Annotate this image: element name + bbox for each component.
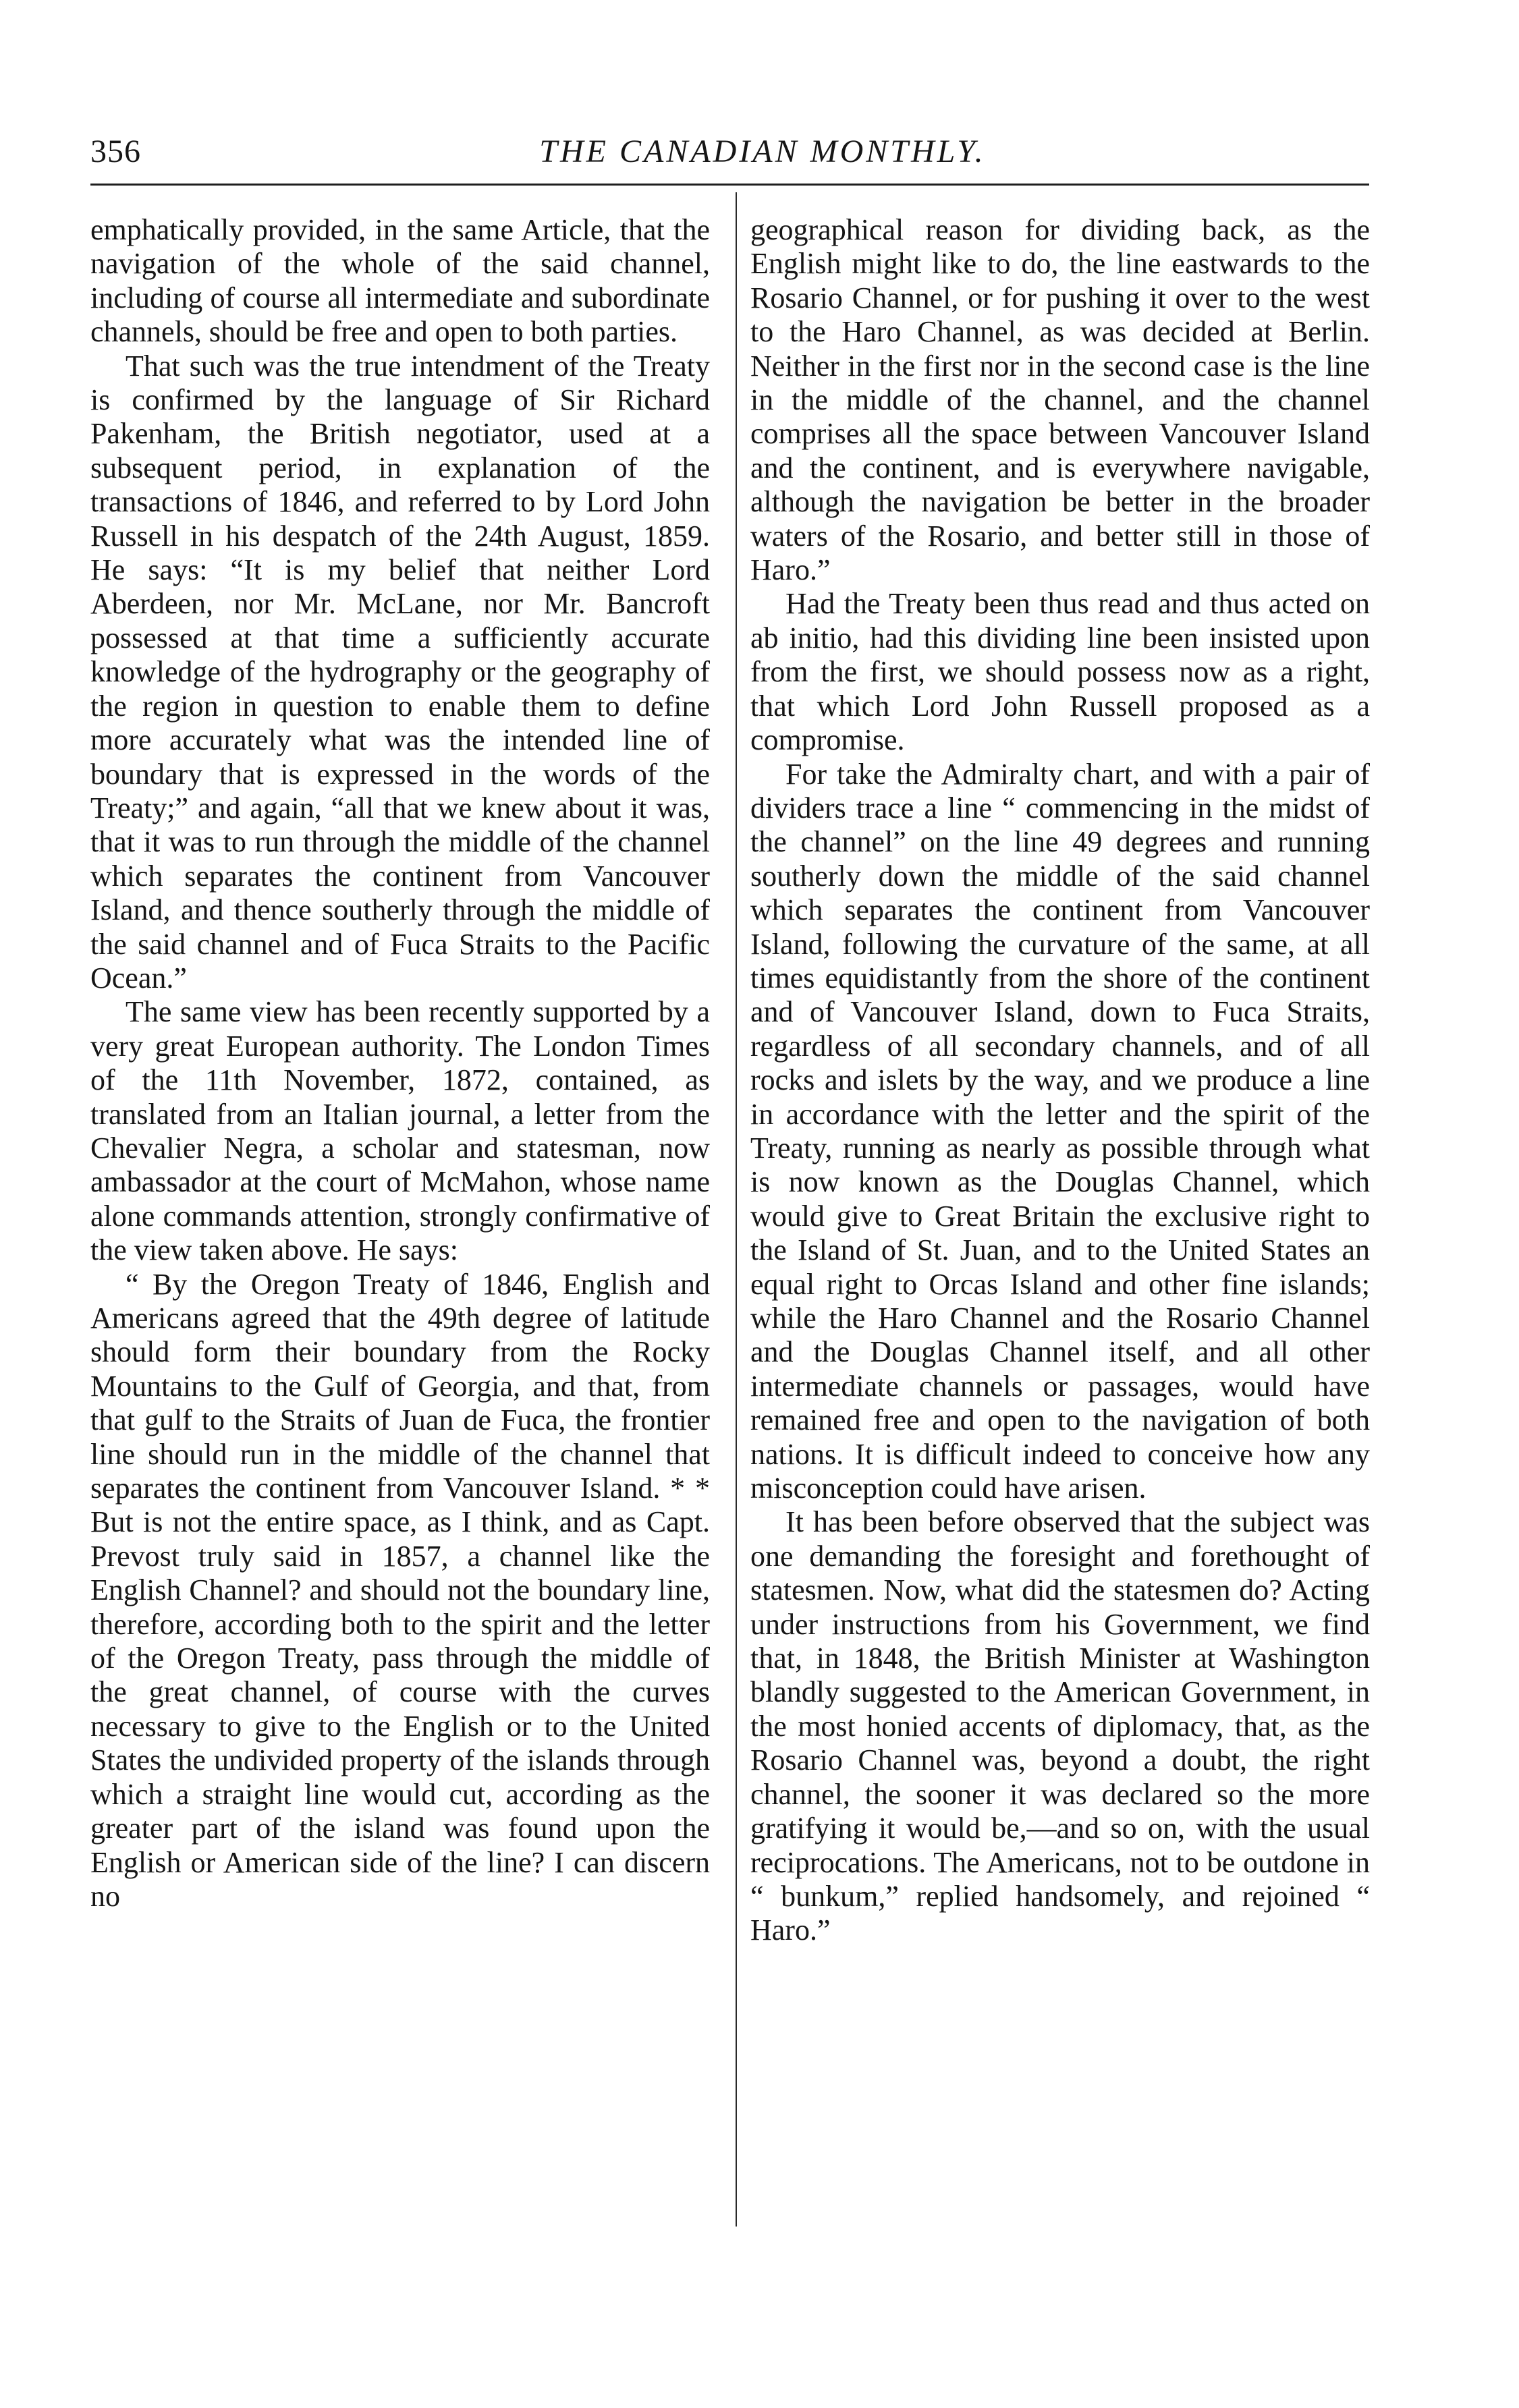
paragraph: For take the Admiralty chart, and with a pair of dividers trace a line “ commencing in the midst of the channel” on the line 49 degrees and running southerly down the middle of the said channel which separates the continent from Vancouver Island, following the curvature of the same, at all times equidistantly from the shore of the continent and of Vancouver Island, down to Fuca Straits, regardless of all secondary channels, and of all rocks and islets by the way, and we produce a line in accordance with the letter and the spirit of the Treaty, running as nearly as possible through what is now known as the Douglas Channel, which would give to Great Britain the exclusive right to the Island of St. Juan, and to the United States an equal right to Orcas Island and other fine islands; while the Haro Channel and the Rosario Channel and the Douglas Channel itself, and all other intermediate channels or passages, would have remained free and open to the navigation of both nations. It is difficult indeed to conceive how any misconception could have arisen. [750,757,1370,1505]
quoted-paragraph: “ By the Oregon Treaty of 1846, English and Americans agreed that the 49th degree of latitude should form their boundary from the Rocky Mountains to the Gulf of Georgia, and that, from that gulf to the Straits of Juan de Fuca, the frontier line should run in the middle of the channel that separates the continent from Vancouver Island. * * But is not the entire space, as I think, and as Capt. Prevost truly said in 1857, a channel like the English Channel? and should not the boundary line, therefore, according both to the spirit and the letter of the Oregon Treaty, pass through the middle of the great channel, of course with the curves necessary to give to the English or to the United States the undivided property of the islands through which a straight line would cut, according as the greater part of the island was found upon the English or American side of the line? I can discern no [90,1267,710,1913]
page-header [0,128,1519,182]
paragraph: The same view has been recently supported by a very great European authority. The London Times of the 11th November, 1872, contained, as translated from an Italian journal, a letter from the Chevalier Negra, a scholar and statesman, now ambassador at the court of McMahon, whose name alone commands attention, strongly confirmative of the view taken above. He says: [90,995,710,1267]
right-column [750,213,1370,2237]
column-divider [736,192,737,2227]
header-rule [90,184,1369,186]
page-number: 356 [90,134,141,169]
paragraph: Had the Treaty been thus read and thus acted on ab initio, had this dividing line been insisted upon from the first, we should possess now as a right, that which Lord John Russell proposed as a compromise. [750,587,1370,757]
paragraph: emphatically provided, in the same Article, that the navigation of the whole of the said channel, including of course all intermediate and subordinate channels, should be free and open to both parties. [90,213,710,349]
paragraph: geographical reason for dividing back, as the English might like to do, the line eastwards to the Rosario Channel, or for pushing it over to the west to the Haro Channel, as was decided at Berlin. Neither in the first nor in the second case is the line in the middle of the channel, and the channel comprises all the space between Vancouver Island and the continent, and is everywhere navigable, although the navigation be better in the broader waters of the Rosario, and better still in those of Haro.” [750,213,1370,587]
running-title: THE CANADIAN MONTHLY. [539,134,986,169]
paragraph: That such was the true intendment of the Treaty is confirmed by the language of Sir Richard Pakenham, the British negotiator, used at a subsequent period, in explanation of the transactions of 1846, and referred to by Lord John Russell in his despatch of the 24th August, 1859. He says: “It is my belief that neither Lord Aberdeen, nor Mr. McLane, nor Mr. Bancroft possessed at that time a sufficiently accurate knowledge of the hydrography or the geography of the region in question to enable them to define more accurately what was the intended line of boundary that is expressed in the words of the Treaty;” and again, “all that we knew about it was, that it was to run through the middle of the channel which separates the continent from Vancouver Island, and thence southerly through the middle of the said channel and of Fuca Straits to the Pacific Ocean.” [90,349,710,995]
paragraph: It has been before observed that the subject was one demanding the foresight and forethought of statesmen. Now, what did the statesmen do? Acting under instructions from his Government, we find that, in 1848, the British Minister at Washington blandly suggested to the American Government, in the most honied accents of diplomacy, that, as the Rosario Channel was, beyond a doubt, the right channel, the sooner it was declared so the more gratifying it would be,—and so on, with the usual reciprocations. The Americans, not to be outdone in “ bunkum,” replied handsomely, and rejoined “ Haro.” [750,1505,1370,1947]
left-column [90,213,710,2237]
